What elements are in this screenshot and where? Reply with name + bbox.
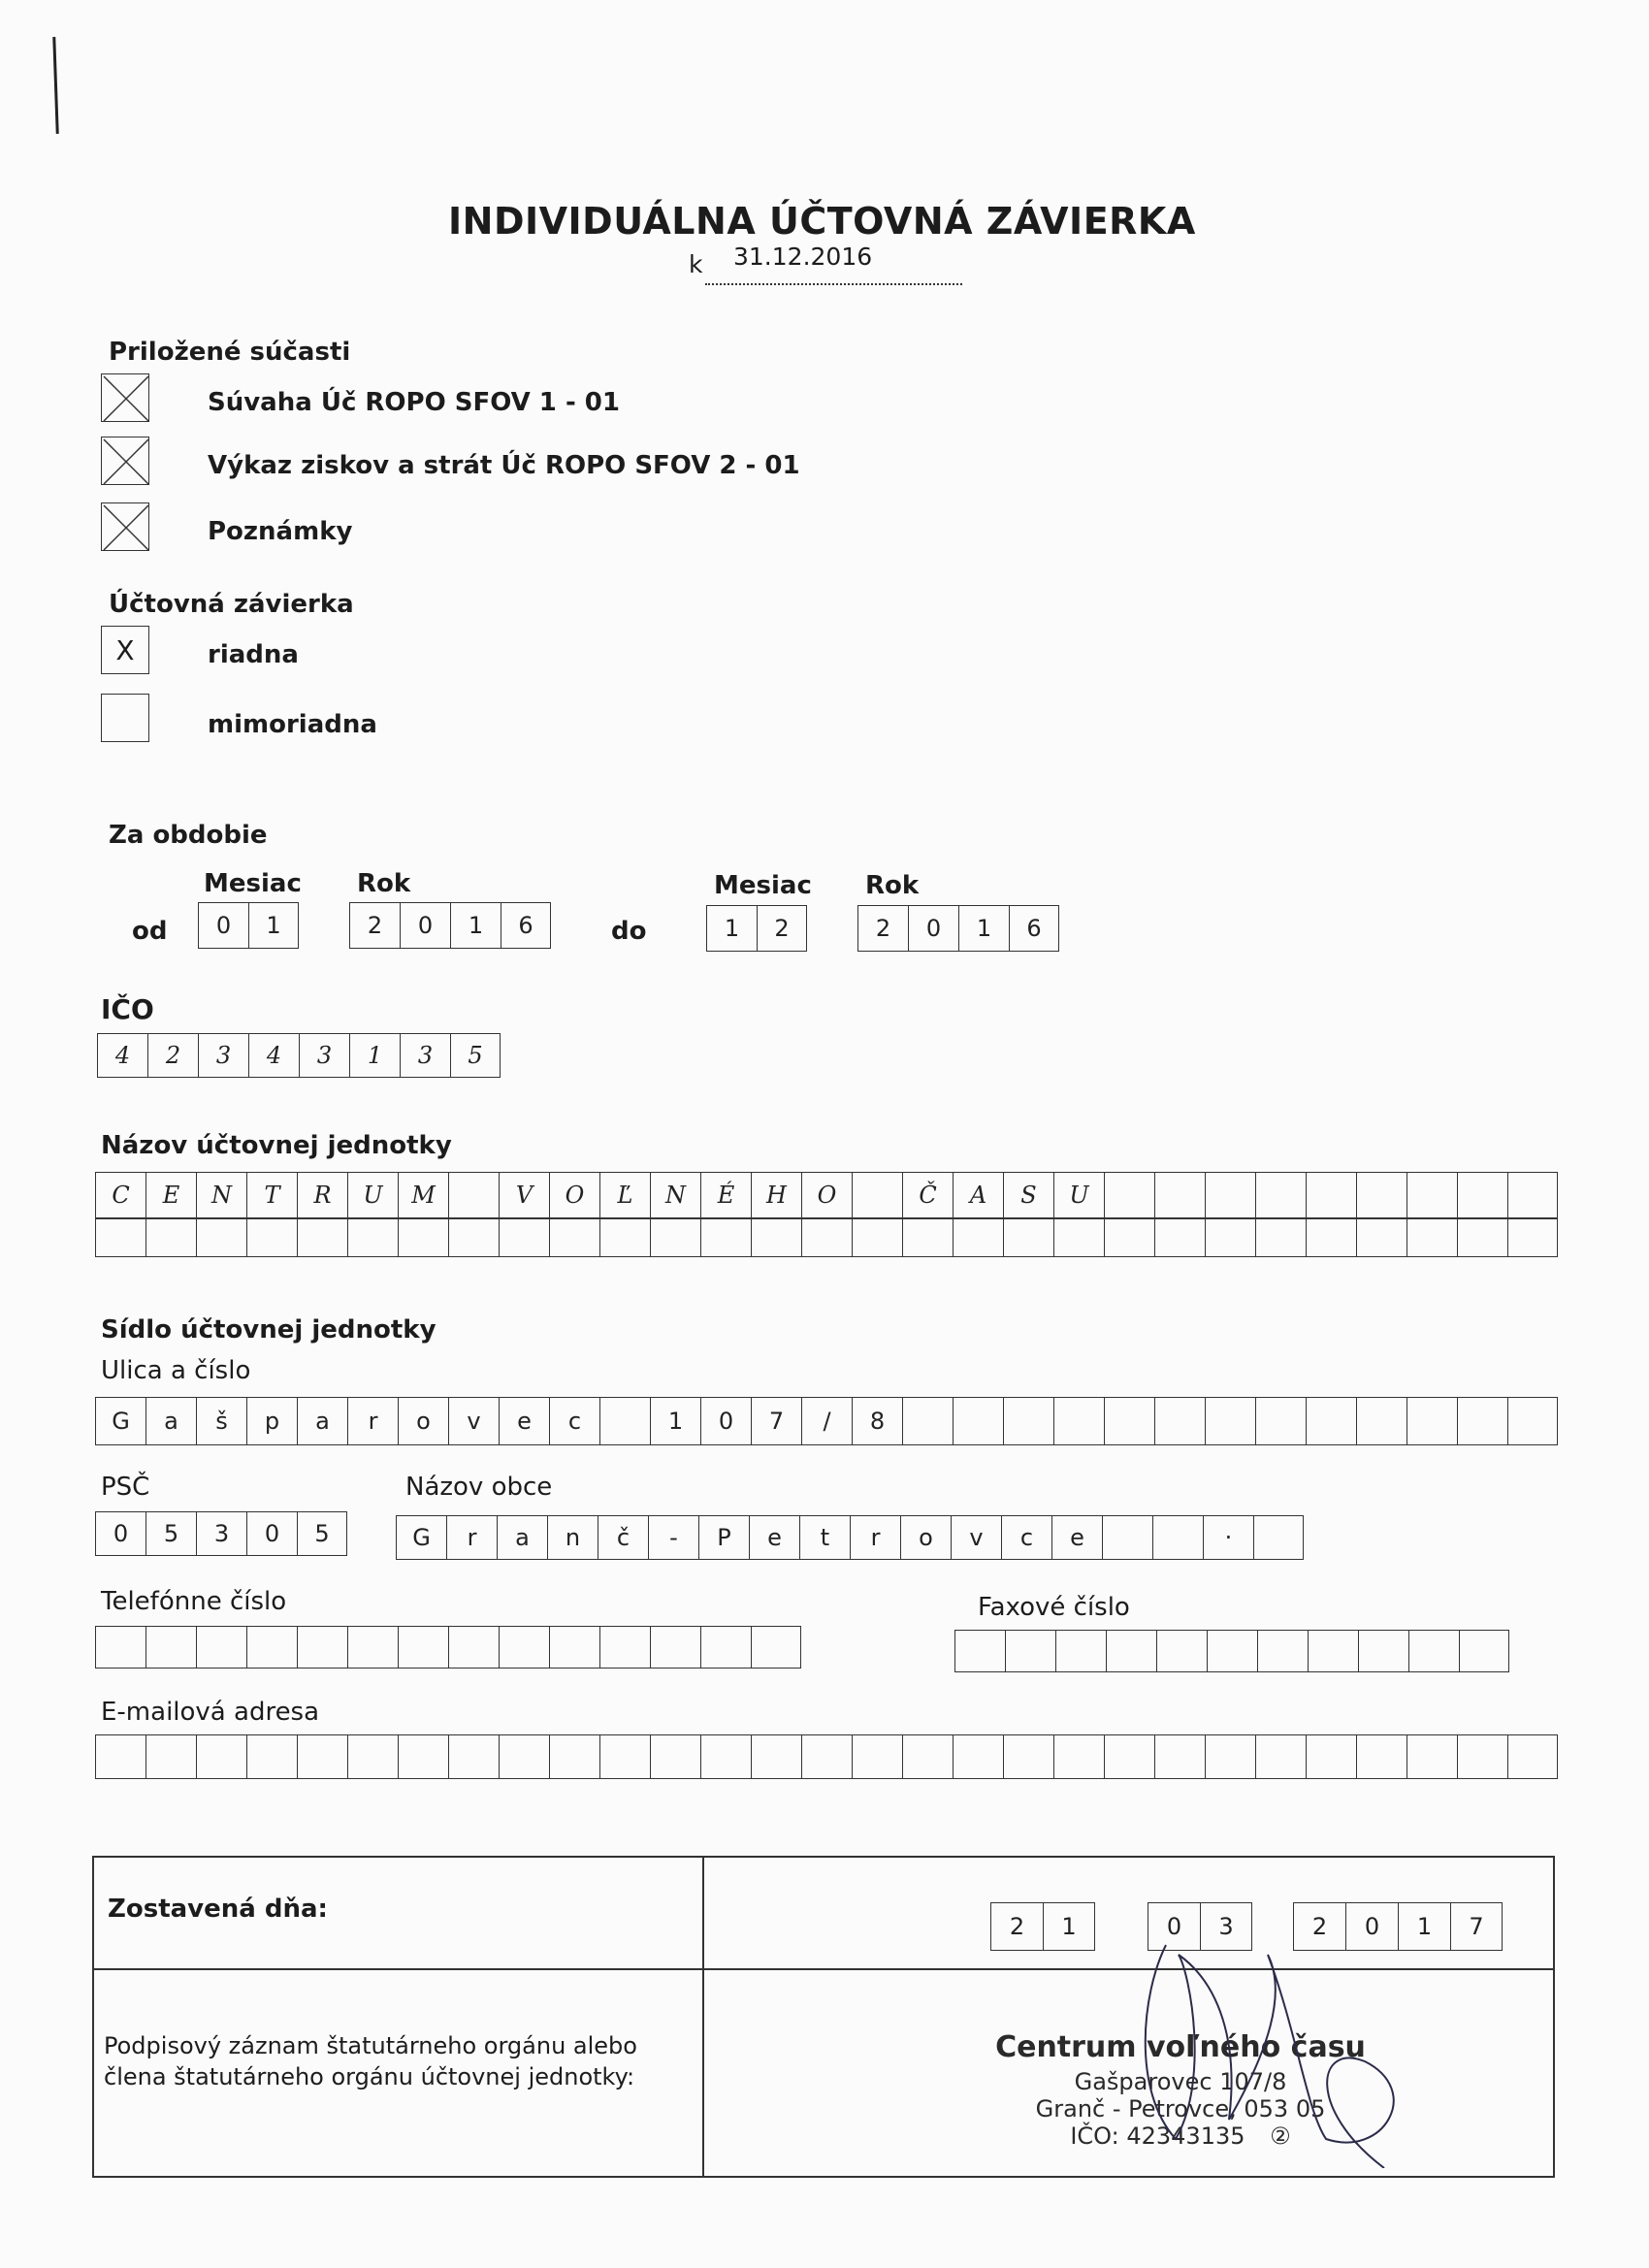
input-cell[interactable] bbox=[1406, 1218, 1457, 1257]
input-cell[interactable] bbox=[1205, 1218, 1255, 1257]
ico-field[interactable] bbox=[97, 1033, 501, 1078]
input-cell[interactable] bbox=[1053, 1397, 1104, 1445]
signature-label-line2: člena štatutárneho orgánu účtovnej jednotky: bbox=[104, 2063, 635, 2090]
input-cell[interactable] bbox=[1406, 1397, 1457, 1445]
input-cell[interactable] bbox=[1154, 1734, 1205, 1779]
to-month-label: Mesiac bbox=[714, 871, 812, 900]
input-cell[interactable]: c bbox=[549, 1397, 599, 1445]
input-cell[interactable] bbox=[902, 1218, 953, 1257]
input-cell[interactable] bbox=[1152, 1515, 1203, 1560]
email-label: E-mailová adresa bbox=[101, 1698, 320, 1727]
input-cell[interactable] bbox=[549, 1626, 599, 1669]
input-cell[interactable]: p bbox=[246, 1397, 297, 1445]
input-cell[interactable]: e bbox=[1051, 1515, 1102, 1560]
from-year-label: Rok bbox=[357, 869, 411, 898]
input-cell[interactable]: U bbox=[1053, 1172, 1104, 1218]
checkbox-label-vykaz: Výkaz ziskov a strát Úč ROPO SFOV 2 - 01 bbox=[208, 451, 800, 480]
input-cell[interactable] bbox=[196, 1626, 246, 1669]
input-cell[interactable] bbox=[1005, 1630, 1055, 1672]
input-cell[interactable] bbox=[95, 1626, 146, 1669]
input-cell[interactable] bbox=[95, 1218, 146, 1257]
input-cell[interactable] bbox=[1356, 1397, 1406, 1445]
input-cell[interactable]: T bbox=[246, 1172, 297, 1218]
input-cell[interactable]: 3 bbox=[1200, 1902, 1252, 1951]
input-cell[interactable]: / bbox=[801, 1397, 852, 1445]
input-cell[interactable]: 0 bbox=[95, 1511, 146, 1556]
input-cell[interactable] bbox=[146, 1218, 196, 1257]
input-cell[interactable]: v bbox=[951, 1515, 1001, 1560]
stamp-name: Centrum voľného času bbox=[995, 2030, 1366, 2064]
checkbox-vykaz[interactable] bbox=[101, 437, 149, 485]
input-cell[interactable]: 2 bbox=[147, 1033, 198, 1078]
input-cell[interactable] bbox=[1457, 1397, 1507, 1445]
date-prefix: k bbox=[689, 250, 703, 278]
input-cell[interactable]: 5 bbox=[146, 1511, 196, 1556]
input-cell[interactable] bbox=[751, 1218, 801, 1257]
input-cell[interactable] bbox=[1205, 1734, 1255, 1779]
input-cell[interactable]: C bbox=[95, 1172, 146, 1218]
input-cell[interactable] bbox=[599, 1397, 650, 1445]
input-cell[interactable] bbox=[1257, 1630, 1308, 1672]
input-cell[interactable]: 6 bbox=[1009, 905, 1059, 952]
input-cell[interactable] bbox=[448, 1218, 499, 1257]
input-cell[interactable]: Č bbox=[902, 1172, 953, 1218]
input-cell[interactable] bbox=[1102, 1515, 1152, 1560]
input-cell[interactable] bbox=[650, 1626, 700, 1669]
input-cell[interactable] bbox=[1253, 1515, 1304, 1560]
input-cell[interactable] bbox=[246, 1218, 297, 1257]
input-cell[interactable] bbox=[953, 1734, 1003, 1779]
document-title: INDIVIDUÁLNA ÚČTOVNÁ ZÁVIERKA bbox=[448, 200, 1196, 243]
stamp-city: Granč - Petrovce, 053 05 bbox=[1035, 2095, 1326, 2122]
input-cell[interactable]: 7 bbox=[751, 1397, 801, 1445]
input-cell[interactable] bbox=[700, 1626, 751, 1669]
input-cell[interactable] bbox=[599, 1218, 650, 1257]
input-cell[interactable]: 0 bbox=[908, 905, 958, 952]
street-label: Ulica a číslo bbox=[101, 1356, 251, 1385]
input-cell[interactable] bbox=[1205, 1172, 1255, 1218]
input-cell[interactable]: S bbox=[1003, 1172, 1053, 1218]
input-cell[interactable]: O bbox=[549, 1172, 599, 1218]
input-cell[interactable]: 0 bbox=[246, 1511, 297, 1556]
input-cell[interactable] bbox=[297, 1734, 347, 1779]
input-cell[interactable] bbox=[499, 1218, 549, 1257]
input-cell[interactable]: 1 bbox=[349, 1033, 400, 1078]
phone-label: Telefónne číslo bbox=[101, 1587, 287, 1616]
checkbox-label-suvaha: Súvaha Úč ROPO SFOV 1 - 01 bbox=[208, 388, 620, 417]
input-cell[interactable]: č bbox=[598, 1515, 648, 1560]
input-cell[interactable] bbox=[1104, 1218, 1154, 1257]
input-cell[interactable] bbox=[1156, 1630, 1207, 1672]
attached-parts-heading: Priložené súčasti bbox=[109, 338, 351, 367]
input-cell[interactable]: G bbox=[95, 1397, 146, 1445]
input-cell[interactable]: o bbox=[900, 1515, 951, 1560]
input-cell[interactable]: a bbox=[297, 1397, 347, 1445]
input-cell[interactable] bbox=[1507, 1172, 1558, 1218]
input-cell[interactable]: e bbox=[499, 1397, 549, 1445]
input-cell[interactable] bbox=[549, 1218, 599, 1257]
input-cell[interactable] bbox=[1154, 1397, 1205, 1445]
input-cell[interactable] bbox=[1154, 1218, 1205, 1257]
input-cell[interactable] bbox=[1406, 1172, 1457, 1218]
handwritten-signature bbox=[1074, 1916, 1481, 2168]
input-cell[interactable] bbox=[146, 1626, 196, 1669]
input-cell[interactable]: 3 bbox=[400, 1033, 450, 1078]
input-cell[interactable]: 7 bbox=[1450, 1902, 1503, 1951]
input-cell[interactable]: 4 bbox=[248, 1033, 299, 1078]
fax-field[interactable] bbox=[954, 1630, 1509, 1672]
input-cell[interactable] bbox=[499, 1734, 549, 1779]
input-cell[interactable]: 1 bbox=[650, 1397, 700, 1445]
input-cell[interactable] bbox=[196, 1218, 246, 1257]
input-cell[interactable] bbox=[1207, 1630, 1257, 1672]
input-cell[interactable]: 2 bbox=[349, 902, 400, 949]
input-cell[interactable]: 2 bbox=[1293, 1902, 1345, 1951]
input-cell[interactable]: 1 bbox=[1043, 1902, 1095, 1951]
input-cell[interactable] bbox=[599, 1626, 650, 1669]
input-cell[interactable]: - bbox=[648, 1515, 698, 1560]
input-cell[interactable] bbox=[1306, 1172, 1356, 1218]
input-cell[interactable]: 2 bbox=[757, 905, 807, 952]
divider bbox=[702, 1858, 704, 2176]
input-cell[interactable]: c bbox=[1001, 1515, 1051, 1560]
input-cell[interactable]: 3 bbox=[198, 1033, 248, 1078]
input-cell[interactable]: 1 bbox=[958, 905, 1009, 952]
input-cell[interactable]: 6 bbox=[501, 902, 551, 949]
input-cell[interactable]: 0 bbox=[400, 902, 450, 949]
input-cell[interactable]: 0 bbox=[198, 902, 248, 949]
input-cell[interactable]: r bbox=[446, 1515, 497, 1560]
input-cell[interactable] bbox=[1308, 1630, 1358, 1672]
compiled-label: Zostavená dňa: bbox=[108, 1895, 328, 1924]
checkbox-label-riadna: riadna bbox=[208, 640, 299, 669]
input-cell[interactable]: 3 bbox=[196, 1511, 246, 1556]
input-cell[interactable] bbox=[398, 1734, 448, 1779]
input-cell[interactable] bbox=[700, 1218, 751, 1257]
input-cell[interactable]: a bbox=[497, 1515, 547, 1560]
checkbox-label-mimoriadna: mimoriadna bbox=[208, 710, 377, 739]
input-cell[interactable] bbox=[1356, 1218, 1406, 1257]
input-cell[interactable]: 3 bbox=[299, 1033, 349, 1078]
street-field[interactable] bbox=[95, 1397, 1558, 1445]
input-cell[interactable] bbox=[95, 1734, 146, 1779]
from-month-field[interactable] bbox=[198, 902, 299, 949]
input-cell[interactable] bbox=[297, 1626, 347, 1669]
input-cell[interactable]: 1 bbox=[706, 905, 757, 952]
input-cell[interactable]: V bbox=[499, 1172, 549, 1218]
ico-label: IČO bbox=[101, 993, 154, 1025]
input-cell[interactable]: t bbox=[799, 1515, 850, 1560]
checkbox-mimoriadna[interactable] bbox=[101, 694, 149, 742]
stamp-street: Gašparovec 107/8 bbox=[1074, 2068, 1287, 2095]
input-cell[interactable]: e bbox=[749, 1515, 799, 1560]
input-cell[interactable] bbox=[1306, 1218, 1356, 1257]
input-cell[interactable] bbox=[902, 1734, 953, 1779]
input-cell[interactable] bbox=[1255, 1172, 1306, 1218]
input-cell[interactable] bbox=[902, 1397, 953, 1445]
input-cell[interactable] bbox=[297, 1218, 347, 1257]
input-cell[interactable] bbox=[599, 1734, 650, 1779]
to-month-field[interactable] bbox=[706, 905, 807, 952]
input-cell[interactable] bbox=[1104, 1734, 1154, 1779]
checked-cross-icon bbox=[102, 374, 150, 423]
signature-section bbox=[92, 1856, 1555, 2178]
to-year-label: Rok bbox=[865, 871, 920, 900]
input-cell[interactable]: M bbox=[398, 1172, 448, 1218]
input-cell[interactable] bbox=[751, 1734, 801, 1779]
city-field[interactable] bbox=[396, 1515, 1304, 1560]
input-cell[interactable]: 8 bbox=[852, 1397, 902, 1445]
input-cell[interactable] bbox=[1306, 1397, 1356, 1445]
input-cell[interactable] bbox=[499, 1626, 549, 1669]
input-cell[interactable] bbox=[700, 1734, 751, 1779]
input-cell[interactable] bbox=[1053, 1218, 1104, 1257]
input-cell[interactable] bbox=[1457, 1734, 1507, 1779]
input-cell[interactable] bbox=[347, 1626, 398, 1669]
input-cell[interactable]: 1 bbox=[248, 902, 299, 949]
input-cell[interactable] bbox=[1205, 1397, 1255, 1445]
checked-cross-icon bbox=[102, 503, 150, 552]
input-cell[interactable] bbox=[1457, 1172, 1507, 1218]
stamp-mark: ② bbox=[1270, 2122, 1291, 2150]
input-cell[interactable] bbox=[1358, 1630, 1408, 1672]
input-cell[interactable]: 1 bbox=[1398, 1902, 1450, 1951]
input-cell[interactable] bbox=[1507, 1397, 1558, 1445]
input-cell[interactable] bbox=[1459, 1630, 1509, 1672]
input-cell[interactable] bbox=[246, 1626, 297, 1669]
input-cell[interactable] bbox=[801, 1218, 852, 1257]
input-cell[interactable] bbox=[448, 1734, 499, 1779]
input-cell[interactable] bbox=[398, 1626, 448, 1669]
input-cell[interactable] bbox=[1106, 1630, 1156, 1672]
input-cell[interactable] bbox=[852, 1734, 902, 1779]
input-cell[interactable] bbox=[1053, 1734, 1104, 1779]
input-cell[interactable] bbox=[1255, 1734, 1306, 1779]
email-field[interactable] bbox=[95, 1734, 1558, 1779]
checkbox-riadna[interactable]: X bbox=[101, 626, 149, 674]
city-label: Názov obce bbox=[405, 1473, 553, 1502]
checkbox-poznamky[interactable] bbox=[101, 502, 149, 551]
input-cell[interactable] bbox=[1003, 1397, 1053, 1445]
input-cell[interactable]: š bbox=[196, 1397, 246, 1445]
fax-label: Faxové číslo bbox=[978, 1593, 1130, 1622]
input-cell[interactable]: P bbox=[698, 1515, 749, 1560]
input-cell[interactable] bbox=[1356, 1734, 1406, 1779]
input-cell[interactable] bbox=[398, 1218, 448, 1257]
input-cell[interactable] bbox=[347, 1218, 398, 1257]
input-cell[interactable]: N bbox=[196, 1172, 246, 1218]
from-month-label: Mesiac bbox=[204, 869, 302, 898]
input-cell[interactable]: 2 bbox=[990, 1902, 1043, 1951]
phone-field[interactable] bbox=[95, 1626, 801, 1669]
input-cell[interactable] bbox=[1003, 1218, 1053, 1257]
signature-label-line1: Podpisový záznam štatutárneho orgánu alebo bbox=[104, 2032, 637, 2059]
checkbox-label-poznamky: Poznámky bbox=[208, 517, 353, 546]
input-cell[interactable]: 5 bbox=[297, 1511, 347, 1556]
input-cell[interactable] bbox=[1507, 1734, 1558, 1779]
input-cell[interactable] bbox=[852, 1218, 902, 1257]
input-cell[interactable] bbox=[852, 1172, 902, 1218]
input-cell[interactable] bbox=[1104, 1397, 1154, 1445]
input-cell[interactable] bbox=[448, 1172, 499, 1218]
input-cell[interactable]: 0 bbox=[1148, 1902, 1200, 1951]
input-cell[interactable]: É bbox=[700, 1172, 751, 1218]
input-cell[interactable]: A bbox=[953, 1172, 1003, 1218]
input-cell[interactable] bbox=[1406, 1734, 1457, 1779]
input-cell[interactable] bbox=[1408, 1630, 1459, 1672]
input-cell[interactable]: Ľ bbox=[599, 1172, 650, 1218]
to-year-field[interactable] bbox=[857, 905, 1059, 952]
psc-field[interactable] bbox=[95, 1511, 347, 1556]
input-cell[interactable]: U bbox=[347, 1172, 398, 1218]
entity-name-row-1[interactable] bbox=[95, 1172, 1558, 1218]
input-cell[interactable]: G bbox=[396, 1515, 446, 1560]
input-cell[interactable]: 4 bbox=[97, 1033, 147, 1078]
checkbox-suvaha[interactable] bbox=[101, 373, 149, 422]
input-cell[interactable]: 5 bbox=[450, 1033, 501, 1078]
input-cell[interactable] bbox=[347, 1734, 398, 1779]
input-cell[interactable] bbox=[196, 1734, 246, 1779]
input-cell[interactable] bbox=[801, 1734, 852, 1779]
date-dotted-line bbox=[705, 283, 962, 285]
input-cell[interactable] bbox=[1255, 1218, 1306, 1257]
psc-label: PSČ bbox=[101, 1473, 150, 1502]
input-cell[interactable] bbox=[751, 1626, 801, 1669]
input-cell[interactable] bbox=[448, 1626, 499, 1669]
input-cell[interactable]: O bbox=[801, 1172, 852, 1218]
input-cell[interactable]: 2 bbox=[857, 905, 908, 952]
period-heading: Za obdobie bbox=[109, 821, 268, 850]
input-cell[interactable] bbox=[1507, 1218, 1558, 1257]
from-label: od bbox=[132, 917, 168, 946]
input-cell[interactable]: 0 bbox=[1345, 1902, 1398, 1951]
input-cell[interactable]: v bbox=[448, 1397, 499, 1445]
input-cell[interactable]: E bbox=[146, 1172, 196, 1218]
input-cell[interactable]: N bbox=[650, 1172, 700, 1218]
entity-name-row-2[interactable] bbox=[95, 1218, 1558, 1257]
entity-name-label: Názov účtovnej jednotky bbox=[101, 1131, 452, 1160]
input-cell[interactable]: r bbox=[850, 1515, 900, 1560]
input-cell[interactable] bbox=[1104, 1172, 1154, 1218]
from-year-field[interactable] bbox=[349, 902, 551, 949]
input-cell[interactable] bbox=[1154, 1172, 1205, 1218]
checked-cross-icon bbox=[102, 437, 150, 486]
input-cell[interactable] bbox=[1055, 1630, 1106, 1672]
input-cell[interactable] bbox=[1255, 1397, 1306, 1445]
input-cell[interactable] bbox=[953, 1218, 1003, 1257]
to-label: do bbox=[611, 917, 647, 946]
input-cell[interactable] bbox=[246, 1734, 297, 1779]
seat-heading: Sídlo účtovnej jednotky bbox=[101, 1315, 436, 1345]
input-cell[interactable] bbox=[146, 1734, 196, 1779]
input-cell[interactable]: R bbox=[297, 1172, 347, 1218]
date-value: 31.12.2016 bbox=[733, 243, 873, 271]
input-cell[interactable] bbox=[954, 1630, 1005, 1672]
input-cell[interactable]: o bbox=[398, 1397, 448, 1445]
input-cell[interactable] bbox=[650, 1218, 700, 1257]
margin-mark bbox=[52, 37, 58, 134]
input-cell[interactable]: 1 bbox=[450, 902, 501, 949]
input-cell[interactable] bbox=[1457, 1218, 1507, 1257]
input-cell[interactable]: · bbox=[1203, 1515, 1253, 1560]
input-cell[interactable]: H bbox=[751, 1172, 801, 1218]
input-cell[interactable]: n bbox=[547, 1515, 598, 1560]
input-cell[interactable] bbox=[549, 1734, 599, 1779]
input-cell[interactable]: a bbox=[146, 1397, 196, 1445]
input-cell[interactable] bbox=[953, 1397, 1003, 1445]
input-cell[interactable] bbox=[650, 1734, 700, 1779]
input-cell[interactable] bbox=[1356, 1172, 1406, 1218]
input-cell[interactable] bbox=[1003, 1734, 1053, 1779]
input-cell[interactable]: 0 bbox=[700, 1397, 751, 1445]
stamp-ico-text: IČO: 42343135 bbox=[1070, 2122, 1245, 2150]
input-cell[interactable]: r bbox=[347, 1397, 398, 1445]
statement-type-heading: Účtovná závierka bbox=[109, 590, 354, 619]
input-cell[interactable] bbox=[1306, 1734, 1356, 1779]
